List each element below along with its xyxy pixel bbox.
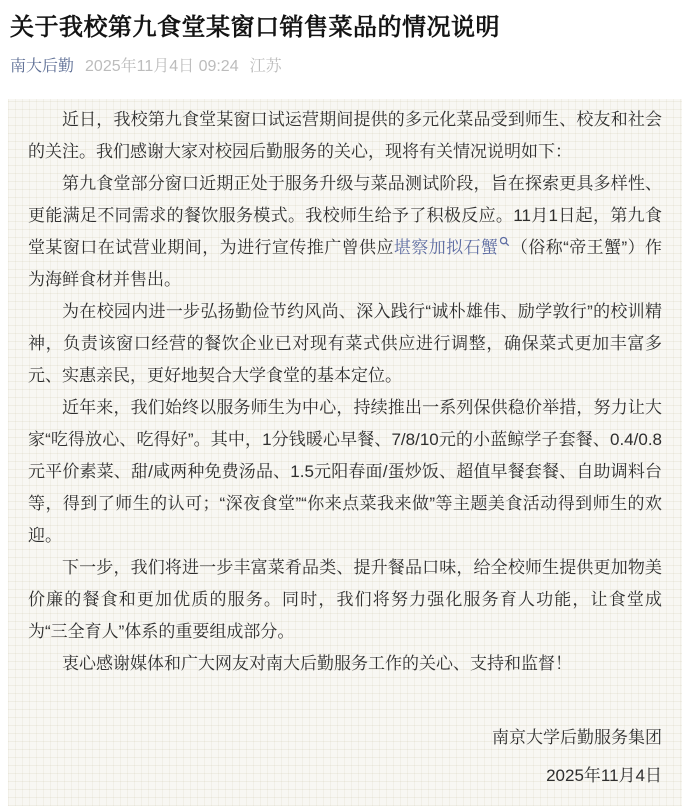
text-run: 第九食堂部分窗口近期正处于服务升级与菜品测试阶段，旨在探索更具多样性、更能满足不同需求的餐饮服务模式。我校师生给予了积极反应。11月1日起，第九食堂某窗口在试营业期间，为进行宣传推广曾供应 (28, 174, 662, 257)
paragraph (28, 392, 662, 552)
paragraph (28, 552, 662, 648)
signature-org: 南京大学后勤服务集团 (492, 728, 662, 747)
entity-link[interactable]: 堪察加拟石蟹 (394, 238, 511, 257)
paragraph (28, 104, 662, 168)
text-run: 近年来，我们始终以服务师生为中心，持续推出一系列保供稳价举措，努力让大家“吃得放心、吃得好”。其中，1分钱暖心早餐、7/8/10元的小蓝鲸学子套餐、0.4/0.8元平价素菜、甜/咸两种免费汤品、1.5元阳春面/蛋炒饭、超值早餐套餐、自助调料台等，得到了师生的认可；“深夜食堂”“你来点菜我来做”等主题美食活动得到师生的欢迎。 (28, 398, 662, 545)
text-run: 近日，我校第九食堂某窗口试运营期间提供的多元化菜品受到师生、校友和社会的关注。我们感谢大家对校园后勤服务的关心，现将有关情况说明如下： (28, 110, 662, 161)
text-run: （俗称“帝王蟹”）作为海鲜食材并售出。 (28, 238, 663, 289)
paragraph (28, 648, 662, 680)
page-title: 关于我校第九食堂某窗口销售菜品的情况说明 (10, 14, 500, 41)
text-run: 下一步，我们将进一步丰富菜肴品类、提升餐品口味，给全校师生提供更加物美价廉的餐食和更加优质的服务。同时，我们将努力强化服务育人功能，让食堂成为“三全育人”体系的重要组成部分。 (28, 558, 662, 641)
byline (0, 50, 690, 78)
search-icon (499, 236, 510, 247)
text-run: 衷心感谢媒体和广大网友对南大后勤服务工作的关心、支持和监督！ (62, 654, 572, 673)
signature-date: 2025年11月4日 (546, 766, 662, 785)
text-run: 为在校园内进一步弘扬勤俭节约风尚、深入践行“诚朴雄伟、励学敦行”的校训精神，负责该窗口经营的餐饮企业已对现有菜式供应进行调整，确保菜式更加丰富多元、实惠亲民，更好地契合大学食堂的基本定位。 (28, 302, 662, 385)
signature-block (28, 722, 662, 792)
paragraph (28, 296, 662, 392)
post-location: 江苏 (249, 58, 282, 75)
post-datetime: 2025年11月4日 09:24 (85, 58, 239, 75)
paragraph (28, 168, 662, 296)
paragraph-list (28, 104, 662, 680)
author-link[interactable]: 南大后勤 (10, 58, 75, 75)
article-body (8, 99, 682, 806)
